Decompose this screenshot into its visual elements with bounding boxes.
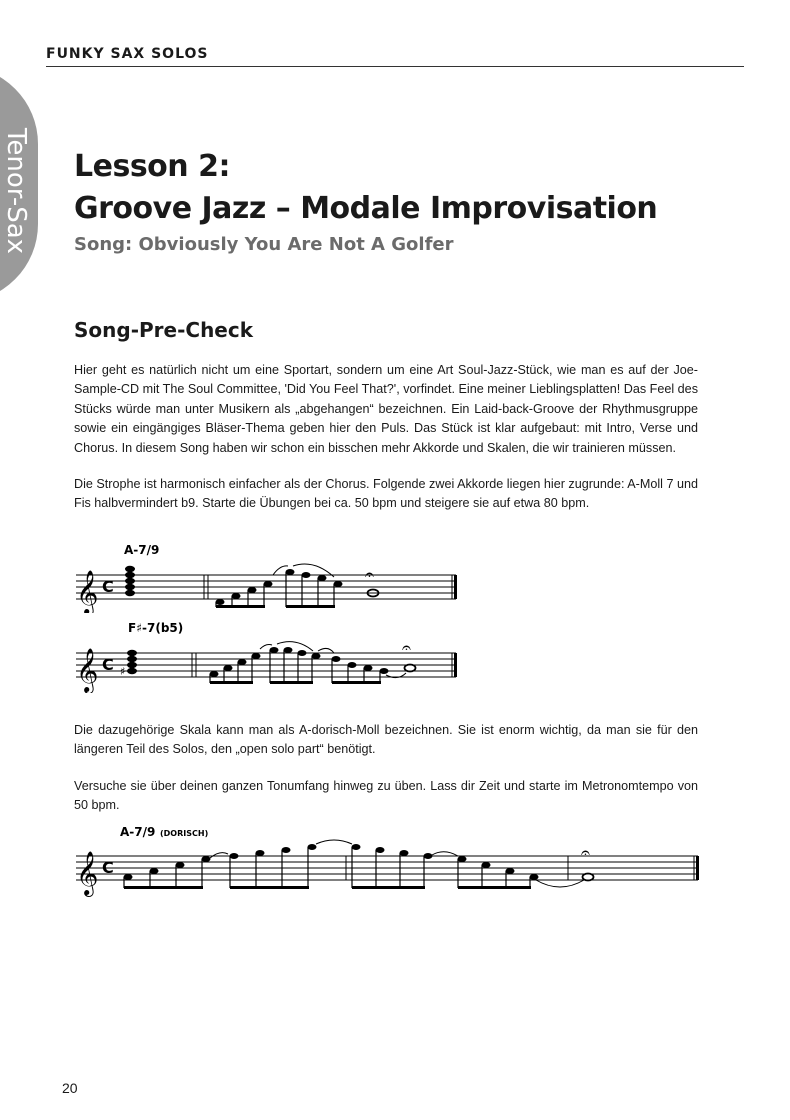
fermata-icon: 𝄐: [581, 843, 590, 862]
paragraph-scale: Die dazugehörige Skala kann man als A-dorisch-Moll bezeichnen. Sie ist enorm wichtig, da man sie für den längeren Teil des Solos, den „open solo part“ benötigt.: [74, 723, 698, 757]
section-heading: Song-Pre-Check: [74, 318, 254, 342]
time-signature: C: [102, 577, 114, 596]
time-signature: C: [102, 655, 114, 674]
paragraph-practice: Versuche sie über deinen ganzen Tonumfang hinweg zu üben. Lass dir Zeit und starte im Metronomtempo von 50 bpm.: [74, 779, 698, 813]
scale-mode-label: (DORISCH): [160, 829, 209, 838]
chord-symbol-1: A-7/9: [124, 543, 160, 557]
fermata-icon: 𝄐: [365, 565, 374, 584]
treble-clef-icon: 𝄞: [76, 570, 99, 613]
page-number: 20: [62, 1080, 78, 1096]
treble-clef-icon: 𝄞: [76, 851, 99, 895]
paragraph-intro: Hier geht es natürlich nicht um eine Sportart, sondern um eine Art Soul-Jazz-Stück, wie man es auf der Joe-Sample-CD mit The Soul Committee, 'Did You Feel That?', vorfindet. Eine meiner Lieblingsplatten! Das Feel des Stücks würde man unter Musikern als „abgehangen“ bezeichnen. Ein Laid-back-Groove der Rhythmusgruppe sowie ein eingängiges Bläser-Thema geben hier den Puls. Das Stück ist klar aufgebaut: mit Intro, Verse und Chorus. In diesem Song haben wir schon ein bisschen mehr Akkorde und Skalen, die wir trainieren müssen.: [74, 363, 698, 455]
time-signature: C: [102, 858, 114, 877]
paragraph-chords: Die Strophe ist harmonisch einfacher als der Chorus. Folgende zwei Akkorde liegen hier zugrunde: A-Moll 7 und Fis halbvermindert b9. Starte die Übungen bei ca. 50 bpm und steigere sie auf etwa 80 bpm.: [74, 477, 698, 511]
running-header: FUNKY SAX SOLOS: [46, 46, 209, 62]
song-subtitle: Song: Obviously You Are Not A Golfer: [74, 234, 454, 255]
arpeggio-notes-1: [216, 564, 379, 608]
lesson-title: [74, 146, 657, 230]
scale-notes: [124, 840, 594, 889]
header-rule: [46, 66, 744, 67]
fermata-icon: 𝄐: [402, 638, 411, 657]
music-staff-1: [68, 535, 468, 613]
treble-clef-icon: 𝄞: [76, 648, 99, 692]
music-staff-3: [68, 820, 708, 898]
side-tab-label: Tenor-Sax: [1, 127, 31, 255]
lesson-title-line1: Lesson 2:: [74, 149, 230, 184]
chord-symbol-2: F♯-7(b5): [128, 621, 184, 635]
side-tab-label-wrap: [0, 116, 36, 266]
chord-notes-2: [127, 650, 137, 674]
sharp-icon: ♯: [120, 665, 126, 678]
music-staff-2: [68, 615, 468, 693]
chord-notes-1: [125, 566, 135, 596]
chord-symbol-3: A-7/9: [120, 825, 156, 839]
lesson-title-line2: Groove Jazz – Modale Improvisation: [74, 191, 658, 226]
arpeggio-notes-2: [210, 642, 416, 684]
